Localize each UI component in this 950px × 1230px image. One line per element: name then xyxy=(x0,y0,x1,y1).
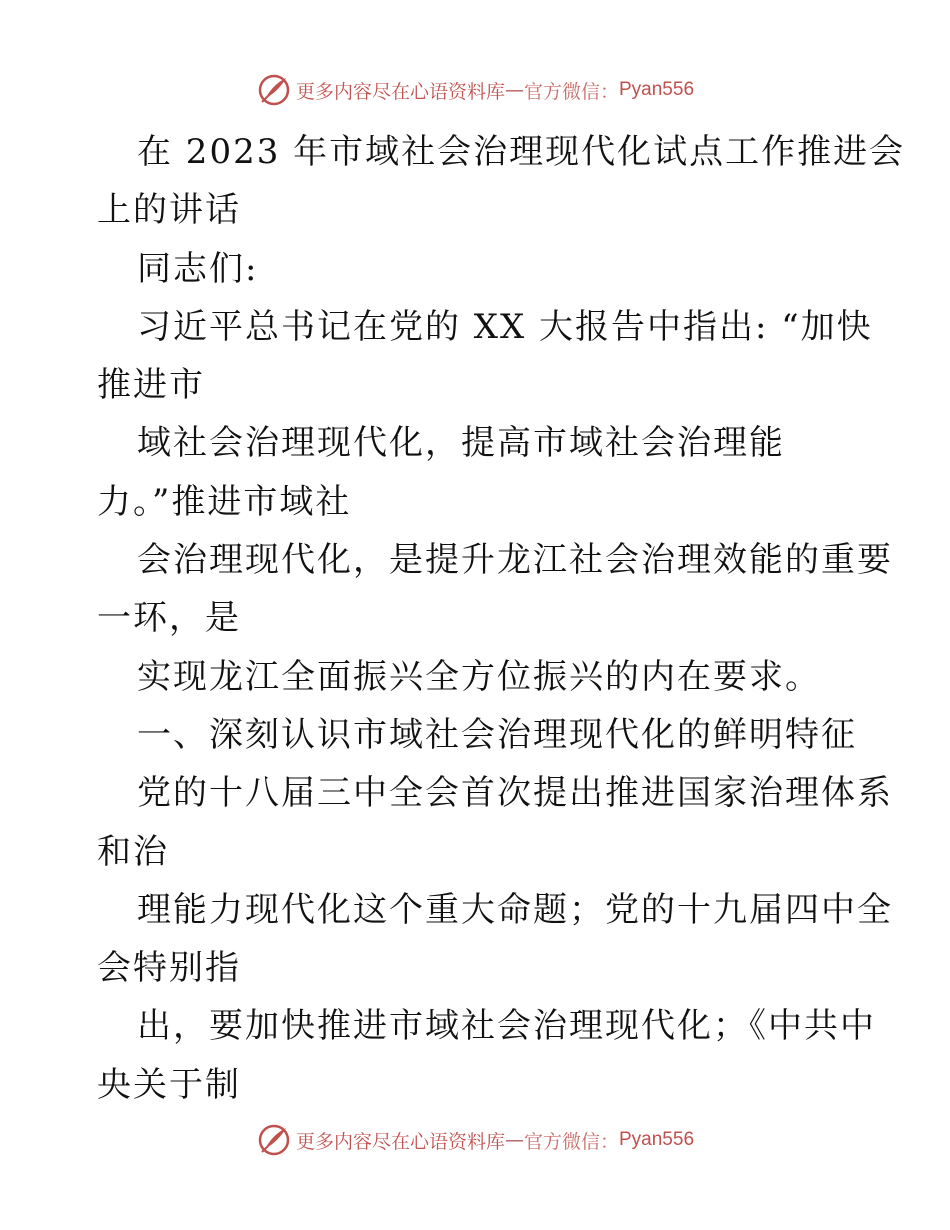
body-line: 理能力现代化这个重大命题；党的十九届四中全 xyxy=(137,889,893,930)
body-line: 一环，是 xyxy=(97,598,241,639)
body-line: 和治 xyxy=(97,831,169,872)
greeting: 同志们: xyxy=(137,248,259,289)
body-line: 习近平总书记在党的 XX 大报告中指出: “加快 xyxy=(137,306,873,347)
body-line: 会治理现代化，是提升龙江社会治理效能的重要 xyxy=(137,540,893,581)
body-line: 域社会治理现代化，提高市域社会治理能 xyxy=(137,423,785,464)
body-line: 推进市 xyxy=(97,365,205,406)
watermark-site: 更多内容尽在心语资料库 xyxy=(295,80,505,103)
watermark-separator: — xyxy=(504,1129,524,1151)
watermark-separator: — xyxy=(504,79,524,101)
section-heading: 一、深刻认识市域社会治理现代化的鲜明特征 xyxy=(137,714,857,755)
body-line: 实现龙江全面振兴全方位振兴的内在要求。 xyxy=(137,656,821,697)
watermark-wechat-label: 官方微信： xyxy=(523,1130,619,1153)
quill-circle-icon xyxy=(256,1122,292,1158)
watermark-site: 更多内容尽在心语资料库 xyxy=(295,1130,505,1153)
body-line: 央关于制 xyxy=(97,1064,241,1105)
body-line: 力。”推进市域社 xyxy=(97,481,352,522)
quill-circle-icon xyxy=(256,72,292,108)
watermark-wechat-id: Pyan556 xyxy=(619,1129,695,1150)
doc-title-line-1: 在 2023 年市域社会治理现代化试点工作推进会 xyxy=(137,132,906,172)
body-line: 出，要加快推进市域社会治理现代化；《中共中 xyxy=(137,1006,876,1047)
watermark-wechat-id: Pyan556 xyxy=(619,79,695,100)
body-line: 会特别指 xyxy=(97,948,241,989)
watermark-wechat-label: 官方微信： xyxy=(523,80,619,103)
doc-title-line-2: 上的讲话 xyxy=(97,190,241,231)
body-line: 党的十八届三中全会首次提出推进国家治理体系 xyxy=(137,773,893,814)
document-body xyxy=(97,123,906,1114)
watermark-footer xyxy=(0,1118,950,1162)
watermark-header xyxy=(0,68,950,112)
